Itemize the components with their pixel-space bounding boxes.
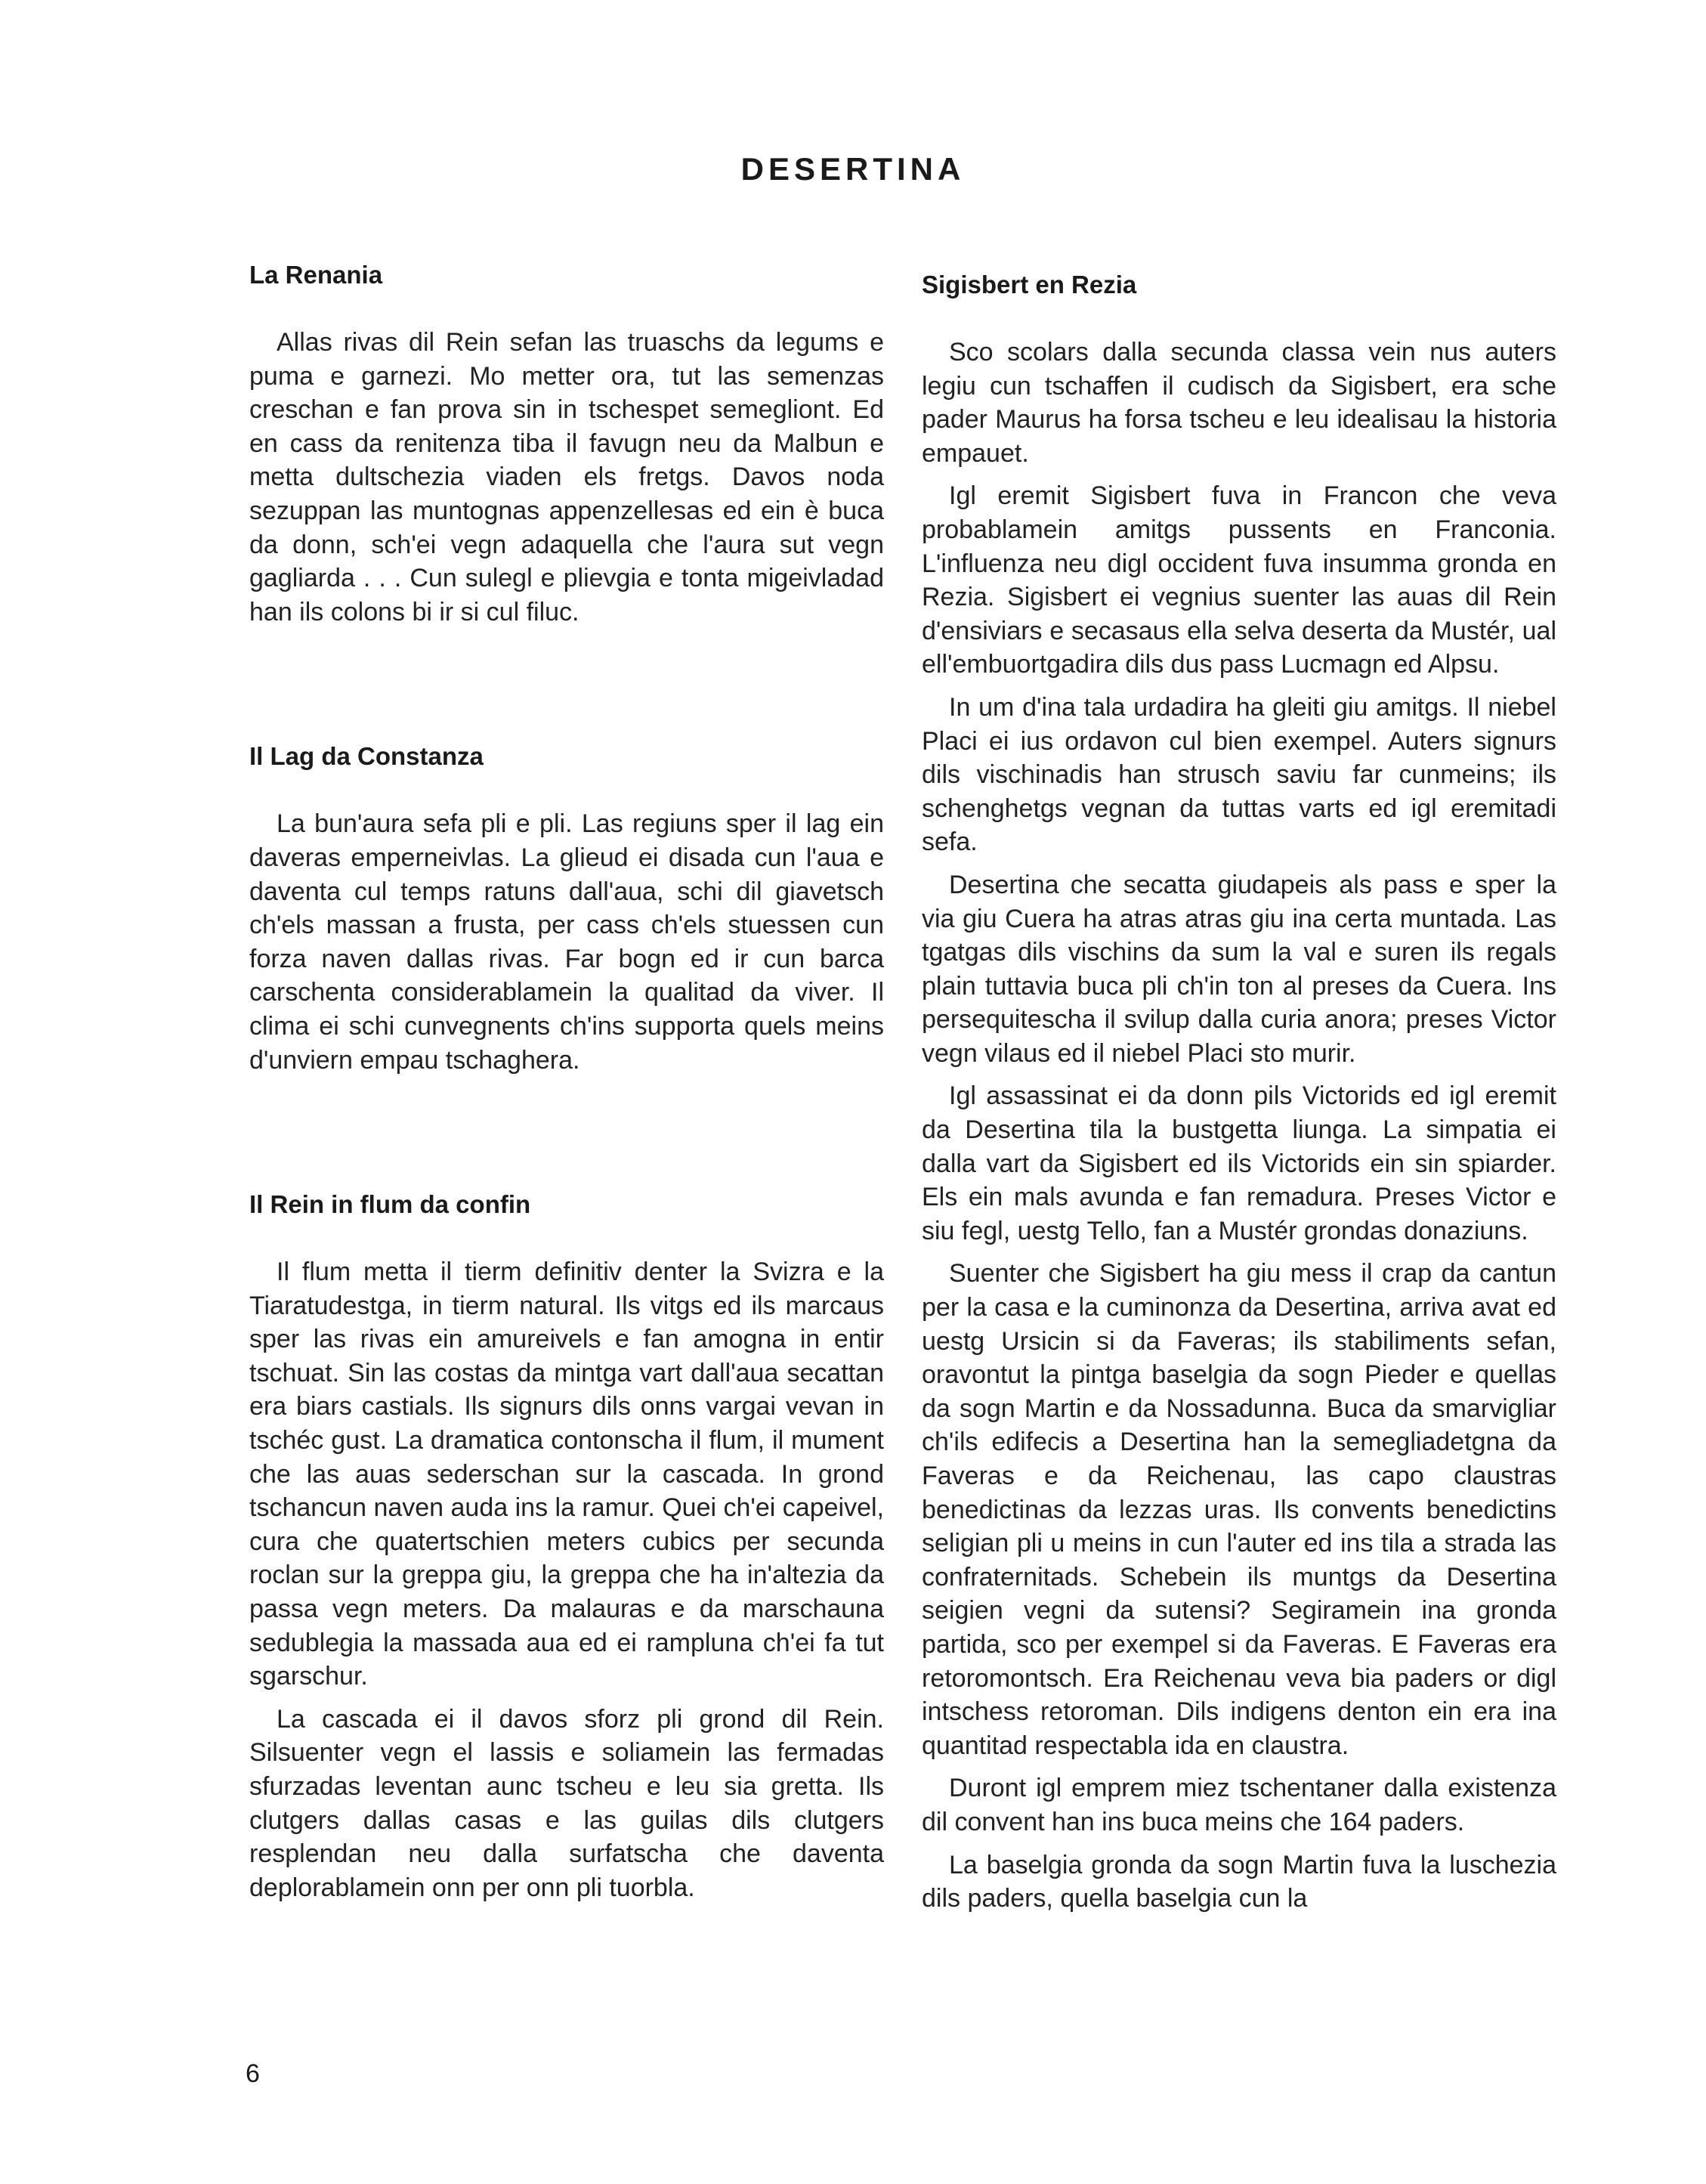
paragraph: Suenter che Sigisbert ha giu mess il crap da cantun per la casa e la cuminonza da Desertina, arriva avat ed uestg Ursicin si da Faveras; ils stabiliments sefan, oravontut la pintga baselgia da sogn Pieder e quellas da sogn Martin e da Nossadunna. Buca da smarvigliar ch'ils edifecis a Desertina han la semegliadetgna da Faveras e da Reichenau, las capo claustras benedictinas da lezzas uras. Ils convents benedictins seligian pli u meins in cun l'auter ed ins tila a strada las confraternitads. Schebein ils muntgs da Desertina seigien vegni da sutensi? Segiramein ina gronda partida, sco per exempel si da Faveras. E Faveras era retoromontsch. Era Reichenau veva bia paders or digl intschess retoroman. Dils indigens denton ein era ina quantitad respectabla ida en claustra. — [922, 1259, 1556, 1760]
heading-spacer — [249, 1219, 884, 1255]
section-heading: Sigisbert en Rezia — [922, 271, 1137, 299]
heading-spacer — [249, 289, 884, 326]
left-column — [249, 261, 884, 1904]
paragraph: La cascada ei il davos sforz pli grond dil Rein. Silsuenter vegn el lassis e soliamein las fermadas sfurzadas leventan aunc tscheu e leu sia gretta. Ils clutgers dallas casas e las guilas dils clutgers resplendan neu dalla surfatscha che daventa deplorablamein onn per onn pli tuorbla. — [249, 1704, 884, 1902]
paragraph: Igl eremit Sigisbert fuva in Francon che veva probablamein amitgs pussents en Franconia. L'influenza neu digl occident fuva insumma gronda en Rezia. Sigisbert ei vegnius suenter las auas dil Rein d'ensiviars e secasaus ella selva deserta da Mustér, ual ell'embuortgadira dils dus pass Lucmagn ed Alpsu. — [922, 481, 1556, 679]
section-spacer — [249, 629, 884, 742]
page-number: 6 — [246, 2059, 260, 2088]
paragraph: Igl assassinat ei da donn pils Victorids ed igl eremit da Desertina tila la bustgetta liunga. La simpatia ei dalla vart da Sigisbert ed ils Victorids ein sin spiarder. Els ein mals avunda e fan remadura. Preses Victor e siu fegl, uestg Tello, fan a Mustér grondas donaziuns. — [922, 1081, 1556, 1245]
heading-spacer — [249, 771, 884, 807]
paragraph: Desertina che secatta giudapeis als pass e sper la via giu Cuera ha atras atras giu ina certa muntada. Las tgatgas dils vischins da sum la val e suren ils regals plain tuttavia buca pli ch'in ton al preses da Cuera. Ins persequitescha il svilup dalla curia anora; preses Victor vegn vilaus ed il niebel Placi sto murir. — [922, 870, 1556, 1068]
paragraph: La baselgia gronda da sogn Martin fuva la luschezia dils paders, quella baselgia cun la — [922, 1850, 1556, 1913]
paragraph: Sco scolars dalla secunda classa vein nus auters legiu cun tschaffen il cudisch da Sigisbert, era sche pader Maurus ha forsa tscheu e leu idealisau la historia empauet. — [922, 338, 1556, 468]
paragraph: In um d'ina tala urdadira ha gleiti giu amitgs. Il niebel Placi ei ius ordavon cul bien exempel. Auters signurs dils vischinadis han strusch saviu far cunmeins; ils schenghetgs vegnan da tuttas varts ed igl eremitadi sefa. — [922, 692, 1556, 857]
heading-spacer — [922, 299, 1556, 336]
paragraph: La bun'aura sefa pli e pli. Las regiuns sper il lag ein daveras emperneivlas. La glieud ei disada cun l'aua e daventa cul temps ratuns dall'aua, schi dil giavetsch ch'els massan a frusta, per cass ch'els stuessen cun forza naven dallas rivas. Far bogn ed ir cun barca carschenta considerablamein la qualitad da viver. Il clima ei schi cunvegnents ch'ins supporta quels meins d'unviern empau tschaghera. — [249, 809, 884, 1075]
paragraph: Duront igl emprem miez tschentaner dalla existenza dil convent han ins buca meins che 164 paders. — [922, 1774, 1556, 1836]
section-heading: Il Rein in flum da confin — [249, 1190, 531, 1219]
section-heading: La Renania — [249, 261, 383, 289]
section-heading: Il Lag da Constanza — [249, 742, 484, 771]
paragraph: Allas rivas dil Rein sefan las truaschs da legums e puma e garnezi. Mo metter ora, tut las semenzas creschan e fan prova sin in tschespet semegliont. Ed en cass da renitenza tiba il favugn neu da Malbun e metta dultschezia viaden els fretgs. Davos noda sezuppan las muntognas appenzellesas ed ein è buca da donn, sch'ei vegn adaquella che l'aura sut vegn gagliarda . . . Cun sulegl e plievgia e tonta migeivladad han ils colons bi ir si cul filuc. — [249, 328, 884, 626]
page-title: DESERTINA — [740, 151, 966, 187]
section-spacer — [249, 1077, 884, 1190]
paragraph: Il flum metta il tierm definitiv denter la Svizra e la Tiaratudestga, in tierm natural. Ils vitgs ed ils marcaus sper las rivas ein amureivels e fan amogna in entir tschuat. Sin las costas da mintga vart dall'aua secattan era biars castials. Ils signurs dils onns vargai vevan in tschéc gust. La dramatica contonscha il flum, il mument che las auas sederschan sur la cascada. In grond tschancun naven auda ins la ramur. Quei ch'ei capeivel, cura che quatertschien meters cubics per secunda roclan sur la greppa giu, la greppa che ha in'altezia da passa vegn meters. Da malauras e da marschauna sedublegia la massada aua ed ei rampluna ch'ei fa tut sgarschur. — [249, 1258, 884, 1691]
right-column — [922, 271, 1556, 1916]
